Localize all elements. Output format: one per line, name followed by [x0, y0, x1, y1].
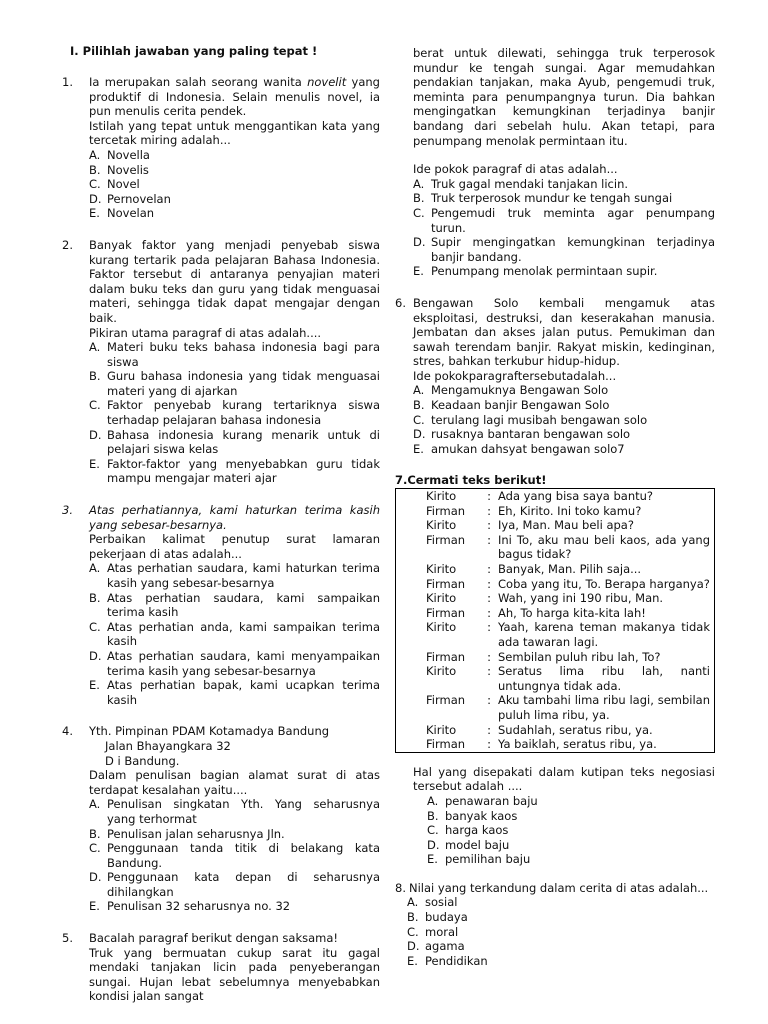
dialog-utterance: Ya baiklah, seratus ribu, ya. [498, 737, 657, 752]
option-e [89, 457, 380, 486]
option-letter: D. [89, 648, 102, 663]
dialog-row [396, 504, 715, 519]
option-b [89, 827, 380, 842]
option-e [413, 442, 715, 457]
address-line-1: Yth. Pimpinan PDAM Kotamadya Bandung [89, 724, 330, 739]
option-e [407, 954, 715, 969]
option-text: Penulisan singkatan Yth. Yang seharusnya yang terhormat [107, 797, 380, 826]
options-list [395, 895, 715, 968]
question-number: 2. [62, 237, 73, 252]
option-letter: A. [413, 383, 425, 398]
dialog-speaker: Firman [426, 693, 466, 708]
dialog-utterance: Sembilan puluh ribu lah, To? [498, 649, 661, 664]
option-letter: C. [89, 177, 101, 192]
option-c [427, 823, 715, 838]
question-5 [62, 931, 380, 1004]
option-text: pemilihan baju [445, 852, 531, 867]
dialog-row [396, 577, 715, 592]
option-text: model baju [445, 837, 510, 852]
option-c [413, 206, 715, 235]
option-text: Atas perhatian saudara, kami menyampaikan terima kasih yang sebesar-besarnya [107, 648, 380, 678]
option-letter: C. [89, 398, 101, 413]
dialog-colon: : [487, 532, 491, 547]
left-column [62, 44, 380, 1021]
question-number: 8. [395, 880, 406, 895]
dialog-row [396, 723, 715, 738]
option-text: rusaknya bantaran bengawan solo [431, 427, 631, 442]
question-8 [395, 881, 715, 969]
question-2 [62, 238, 380, 486]
dialog-speaker: Firman [426, 737, 466, 752]
dialog-row [396, 606, 715, 621]
dialog-row [396, 489, 715, 504]
dialog-utterance: Sudahlah, seratus ribu, ya. [498, 722, 653, 737]
option-letter: D. [413, 427, 426, 442]
option-text: Truk gagal mendaki tanjakan licin. [431, 176, 629, 191]
question-prompt: Pikiran utama paragraf di atas adalah.... [89, 325, 322, 340]
option-text: Truk terperosok mundur ke tengah sungai [431, 191, 673, 206]
dialog-speaker: Kirito [426, 489, 457, 504]
option-e [413, 264, 715, 279]
dialog-utterance: Iya, Man. Mau beli apa? [498, 518, 634, 533]
dialog-speaker: Firman [426, 649, 466, 664]
option-text: budaya [425, 910, 468, 925]
right-column [395, 46, 715, 985]
option-letter: B. [89, 826, 101, 841]
dialog-colon: : [487, 722, 491, 737]
dialog-row [396, 518, 715, 533]
option-a [89, 561, 380, 590]
options-list [395, 177, 715, 279]
question-prompt: Hal yang disepakati dalam kutipan teks negosiasi tersebut adalah .... [413, 764, 715, 794]
paragraph-part-1: Truk yang bermuatan cukup sarat itu gagal mendaki tanjakan licin pada penyeberangan sungai. Hujan lebat sebelumnya menyebabkan kondisi jalan sangat [89, 945, 380, 1004]
option-text: Penulisan jalan seharusnya Jln. [107, 826, 285, 841]
option-a [89, 797, 380, 826]
options-list [89, 340, 380, 486]
option-d [89, 428, 380, 457]
option-a [89, 340, 380, 369]
question-3 [62, 503, 380, 707]
option-text: Penulisan 32 seharusnya no. 32 [107, 899, 291, 914]
option-letter: A. [413, 176, 425, 191]
question-text: Bengawan Solo kembali mengamuk atas eksploitasi, destruksi, dan keserakahan manusia. Jembatan dan akses jalan putus. Pemukiman dan sawah terendam banjir. Rakyat miskin, kedinginan, stres, bahkan terkubur hidup-hidup. [413, 295, 715, 369]
option-letter: B. [89, 162, 101, 177]
dialog-speaker: Kirito [426, 518, 457, 533]
dialog-speaker: Kirito [426, 664, 457, 679]
option-text: Novella [107, 147, 150, 162]
option-letter: C. [407, 924, 419, 939]
dialog-utterance: Yaah, karena teman makanya tidak ada tawaran lagi. [498, 620, 710, 649]
option-d [413, 427, 715, 442]
option-letter: C. [89, 841, 101, 856]
options-list [89, 561, 380, 707]
dialog-colon: : [487, 576, 491, 591]
option-b [413, 191, 715, 206]
option-letter: D. [427, 837, 440, 852]
options-list [89, 797, 380, 914]
option-text: Materi buku teks bahasa indonesia bagi para siswa [107, 340, 380, 369]
dialog-speaker: Firman [426, 605, 466, 620]
option-b [413, 398, 715, 413]
dialog-row [396, 620, 715, 649]
dialog-utterance: Eh, Kirito. Ini toko kamu? [498, 503, 642, 518]
option-letter: D. [89, 870, 102, 885]
option-d [89, 870, 380, 899]
dialog-colon: : [487, 489, 491, 504]
question-1 [62, 75, 380, 221]
dialog-row [396, 737, 715, 752]
question-4 [62, 724, 380, 914]
address-line-3: D i Bandung. [105, 753, 180, 768]
option-e [89, 678, 380, 707]
dialog-colon: : [487, 503, 491, 518]
dialog-speaker: Kirito [426, 722, 457, 737]
option-b [89, 591, 380, 620]
option-a [427, 794, 715, 809]
option-text: Novelan [107, 206, 155, 221]
option-letter: E. [407, 953, 418, 968]
dialog-utterance: Seratus lima ribu lah, nanti untungnya tidak ada. [498, 664, 710, 693]
option-d [413, 235, 715, 264]
dialog-utterance: Aku tambahi lima ribu lagi, sembilan puluh lima ribu, ya. [498, 693, 710, 722]
option-text: Faktor penyebab kurang tertariknya siswa terhadap pelajaran bahasa indonesia [107, 398, 380, 428]
option-letter: E. [89, 678, 100, 693]
option-c [407, 925, 715, 940]
option-letter: A. [89, 147, 101, 162]
option-b [89, 369, 380, 398]
dialog-row [396, 591, 715, 606]
option-d [89, 192, 380, 207]
dialog-utterance: Banyak, Man. Pilih saja... [498, 562, 642, 576]
question-number: 5. [62, 931, 73, 946]
question-text: Ia merupakan salah seorang wanita novelit yang produktif di Indonesia. Selain menulis novel, ia pun menulis cerita pendek. [89, 75, 380, 119]
question-prompt: Nilai yang terkandung dalam cerita di atas adalah... [409, 880, 709, 895]
dialog-utterance: Coba yang itu, To. Berapa harganya? [498, 576, 710, 591]
option-text: Atas perhatian saudara, kami sampaikan terima kasih [107, 590, 380, 620]
options-list [413, 383, 715, 456]
option-letter: E. [89, 206, 100, 221]
option-letter: B. [407, 910, 419, 925]
option-c [413, 413, 715, 428]
option-letter: D. [407, 939, 420, 954]
dialog-colon: : [487, 649, 491, 664]
option-text: agama [425, 939, 465, 954]
option-letter: B. [413, 398, 425, 413]
question-quote: Atas perhatiannya, kami haturkan terima kasih yang sebesar-besarnya. [89, 503, 380, 532]
question-number: 6. [395, 295, 406, 310]
dialog-colon: : [487, 518, 491, 533]
question-prompt: Dalam penulisan bagian alamat surat di atas terdapat kesalahan yaitu.... [89, 768, 380, 797]
option-text: Penumpang menolak permintaan supir. [431, 264, 658, 279]
dialog-utterance: Wah, yang ini 190 ribu, Man. [498, 591, 664, 606]
option-e [89, 206, 380, 221]
option-d [89, 649, 380, 678]
option-text: Supir mengingatkan kemungkinan terjadinya banjir bandang. [431, 235, 715, 264]
option-text: Penggunaan kata depan di seharusnya dihilangkan [107, 870, 380, 899]
option-letter: C. [413, 205, 425, 220]
option-d [427, 838, 715, 853]
option-d [407, 939, 715, 954]
option-letter: C. [427, 823, 439, 838]
dialog-utterance: Ah, To harga kita-kita lah! [498, 605, 646, 620]
question-intro: Bacalah paragraf berikut dengan saksama! [89, 931, 339, 946]
option-letter: B. [427, 808, 439, 823]
question-prompt: Ide pokok paragraf di atas adalah... [413, 162, 618, 177]
option-text: Atas perhatian bapak, kami ucapkan terima kasih [107, 678, 380, 707]
question-prompt: Ide pokokparagraftersebutadalah... [413, 368, 617, 383]
option-b [407, 910, 715, 925]
option-text: sosial [425, 895, 458, 910]
dialog-colon: : [487, 605, 491, 620]
dialog-row [396, 693, 715, 722]
option-text: Atas perhatian anda, kami sampaikan terima kasih [107, 619, 380, 649]
option-text: Novel [107, 177, 140, 192]
option-c [89, 841, 380, 870]
option-c [89, 398, 380, 427]
question-7 [395, 473, 715, 866]
question-prompt: Perbaikan kalimat penutup surat lamaran pekerjaan di atas adalah... [89, 532, 380, 561]
option-text: Pengemudi truk meminta agar penumpang turun. [431, 205, 715, 235]
option-text: Bahasa indonesia kurang menarik untuk di pelajari siswa kelas [107, 427, 380, 457]
dialog-row [396, 650, 715, 665]
option-letter: E. [89, 456, 100, 471]
option-letter: E. [427, 852, 438, 867]
dialog-colon: : [487, 664, 491, 679]
option-text: Keadaan banjir Bengawan Solo [431, 398, 610, 413]
option-b [427, 809, 715, 824]
option-b [89, 163, 380, 178]
question-number: 3. [62, 503, 73, 518]
dialog-row [396, 562, 715, 577]
dialog-utterance: Ini To, aku mau beli kaos, ada yang bagus tidak? [498, 532, 710, 562]
options-list [89, 148, 380, 221]
dialog-colon: : [487, 620, 491, 635]
option-letter: B. [89, 369, 101, 384]
question-number: 1. [62, 75, 73, 89]
option-letter: D. [89, 191, 102, 206]
dialog-colon: : [487, 737, 491, 752]
option-e [89, 899, 380, 914]
dialog-row [396, 664, 715, 693]
option-text: amukan dahsyat bengawan solo7 [431, 441, 625, 456]
option-letter: C. [89, 619, 101, 634]
option-text: Novelis [107, 162, 149, 177]
option-text: Mengamuknya Bengawan Solo [431, 383, 609, 398]
question-prompt: Istilah yang tepat untuk menggantikan kata yang tercetak miring adalah... [89, 118, 380, 148]
question-heading: 7.Cermati teks berikut! [395, 473, 547, 488]
option-text: Penggunaan tanda titik di belakang kata Bandung. [107, 841, 380, 870]
option-letter: E. [89, 899, 100, 914]
option-letter: D. [89, 427, 102, 442]
option-letter: A. [89, 797, 101, 812]
option-text: penawaran baju [445, 793, 538, 808]
dialog-speaker: Firman [426, 532, 466, 547]
option-a [407, 895, 715, 910]
option-letter: C. [413, 412, 425, 427]
dialog-speaker: Kirito [426, 562, 457, 576]
option-letter: D. [413, 235, 426, 250]
option-letter: A. [89, 561, 101, 576]
option-letter: A. [427, 793, 439, 808]
option-text: moral [425, 924, 459, 939]
dialog-speaker: Firman [426, 576, 466, 591]
option-letter: B. [89, 590, 101, 605]
dialog-speaker: Kirito [426, 620, 457, 635]
question-5-continued [395, 46, 715, 279]
option-letter: E. [413, 441, 424, 456]
dialog-colon: : [487, 562, 491, 576]
option-a [413, 177, 715, 192]
option-text: banyak kaos [445, 808, 518, 823]
address-line-2: Jalan Bhayangkara 32 [105, 738, 231, 753]
option-text: harga kaos [445, 823, 509, 838]
option-text: Pernovelan [107, 191, 171, 206]
question-text: Banyak faktor yang menjadi penyebab siswa kurang tertarik pada pelajaran Bahasa Indonesia. Faktor tersebut di antaranya penyajian materi dalam buku teks dan guru yang tidak menguasai materi, sehingga tidak dapat mengajar dengan baik. [89, 237, 380, 325]
paragraph-part-2: berat untuk dilewati, sehingga truk terperosok mundur ke tengah sungai. Agar memudahkan pendakian tanjakan, maka Ayub, pengemudi truk, meminta para penumpangnya turun. Dia bahkan mengingatkan kemungkinan terjadinya banjir bandang dari sebelah hulu. Akan tetapi, para penumpang menolak permintaan itu. [413, 46, 715, 148]
options-list [395, 794, 715, 867]
option-text: Atas perhatian saudara, kami haturkan terima kasih yang sebesar-besarnya [107, 561, 380, 590]
dialog-speaker: Firman [426, 503, 466, 518]
dialog-speaker: Kirito [426, 591, 457, 606]
dialog-utterance: Ada yang bisa saya bantu? [498, 489, 654, 504]
option-text: Guru bahasa indonesia yang tidak menguasai materi yang di ajarkan [107, 369, 380, 398]
section-heading: I. Pilihlah jawaban yang paling tepat ! [70, 44, 318, 58]
dialog-row [396, 533, 715, 562]
option-letter: B. [413, 191, 425, 206]
dialog-table [395, 488, 715, 753]
option-a [89, 148, 380, 163]
question-6 [395, 296, 715, 457]
dialog-colon: : [487, 693, 491, 708]
italic-term: novelit [307, 75, 347, 89]
option-c [89, 177, 380, 192]
option-letter: A. [407, 895, 419, 910]
option-letter: A. [89, 340, 101, 355]
question-number: 4. [62, 724, 73, 739]
option-a [413, 383, 715, 398]
dialog-colon: : [487, 591, 491, 606]
option-letter: E. [413, 264, 424, 279]
option-text: terulang lagi musibah bengawan solo [431, 412, 648, 427]
option-text: Faktor-faktor yang menyebabkan guru tidak mampu mengajar materi ajar [107, 456, 380, 486]
option-text: Pendidikan [425, 953, 488, 968]
option-e [427, 852, 715, 867]
option-c [89, 620, 380, 649]
